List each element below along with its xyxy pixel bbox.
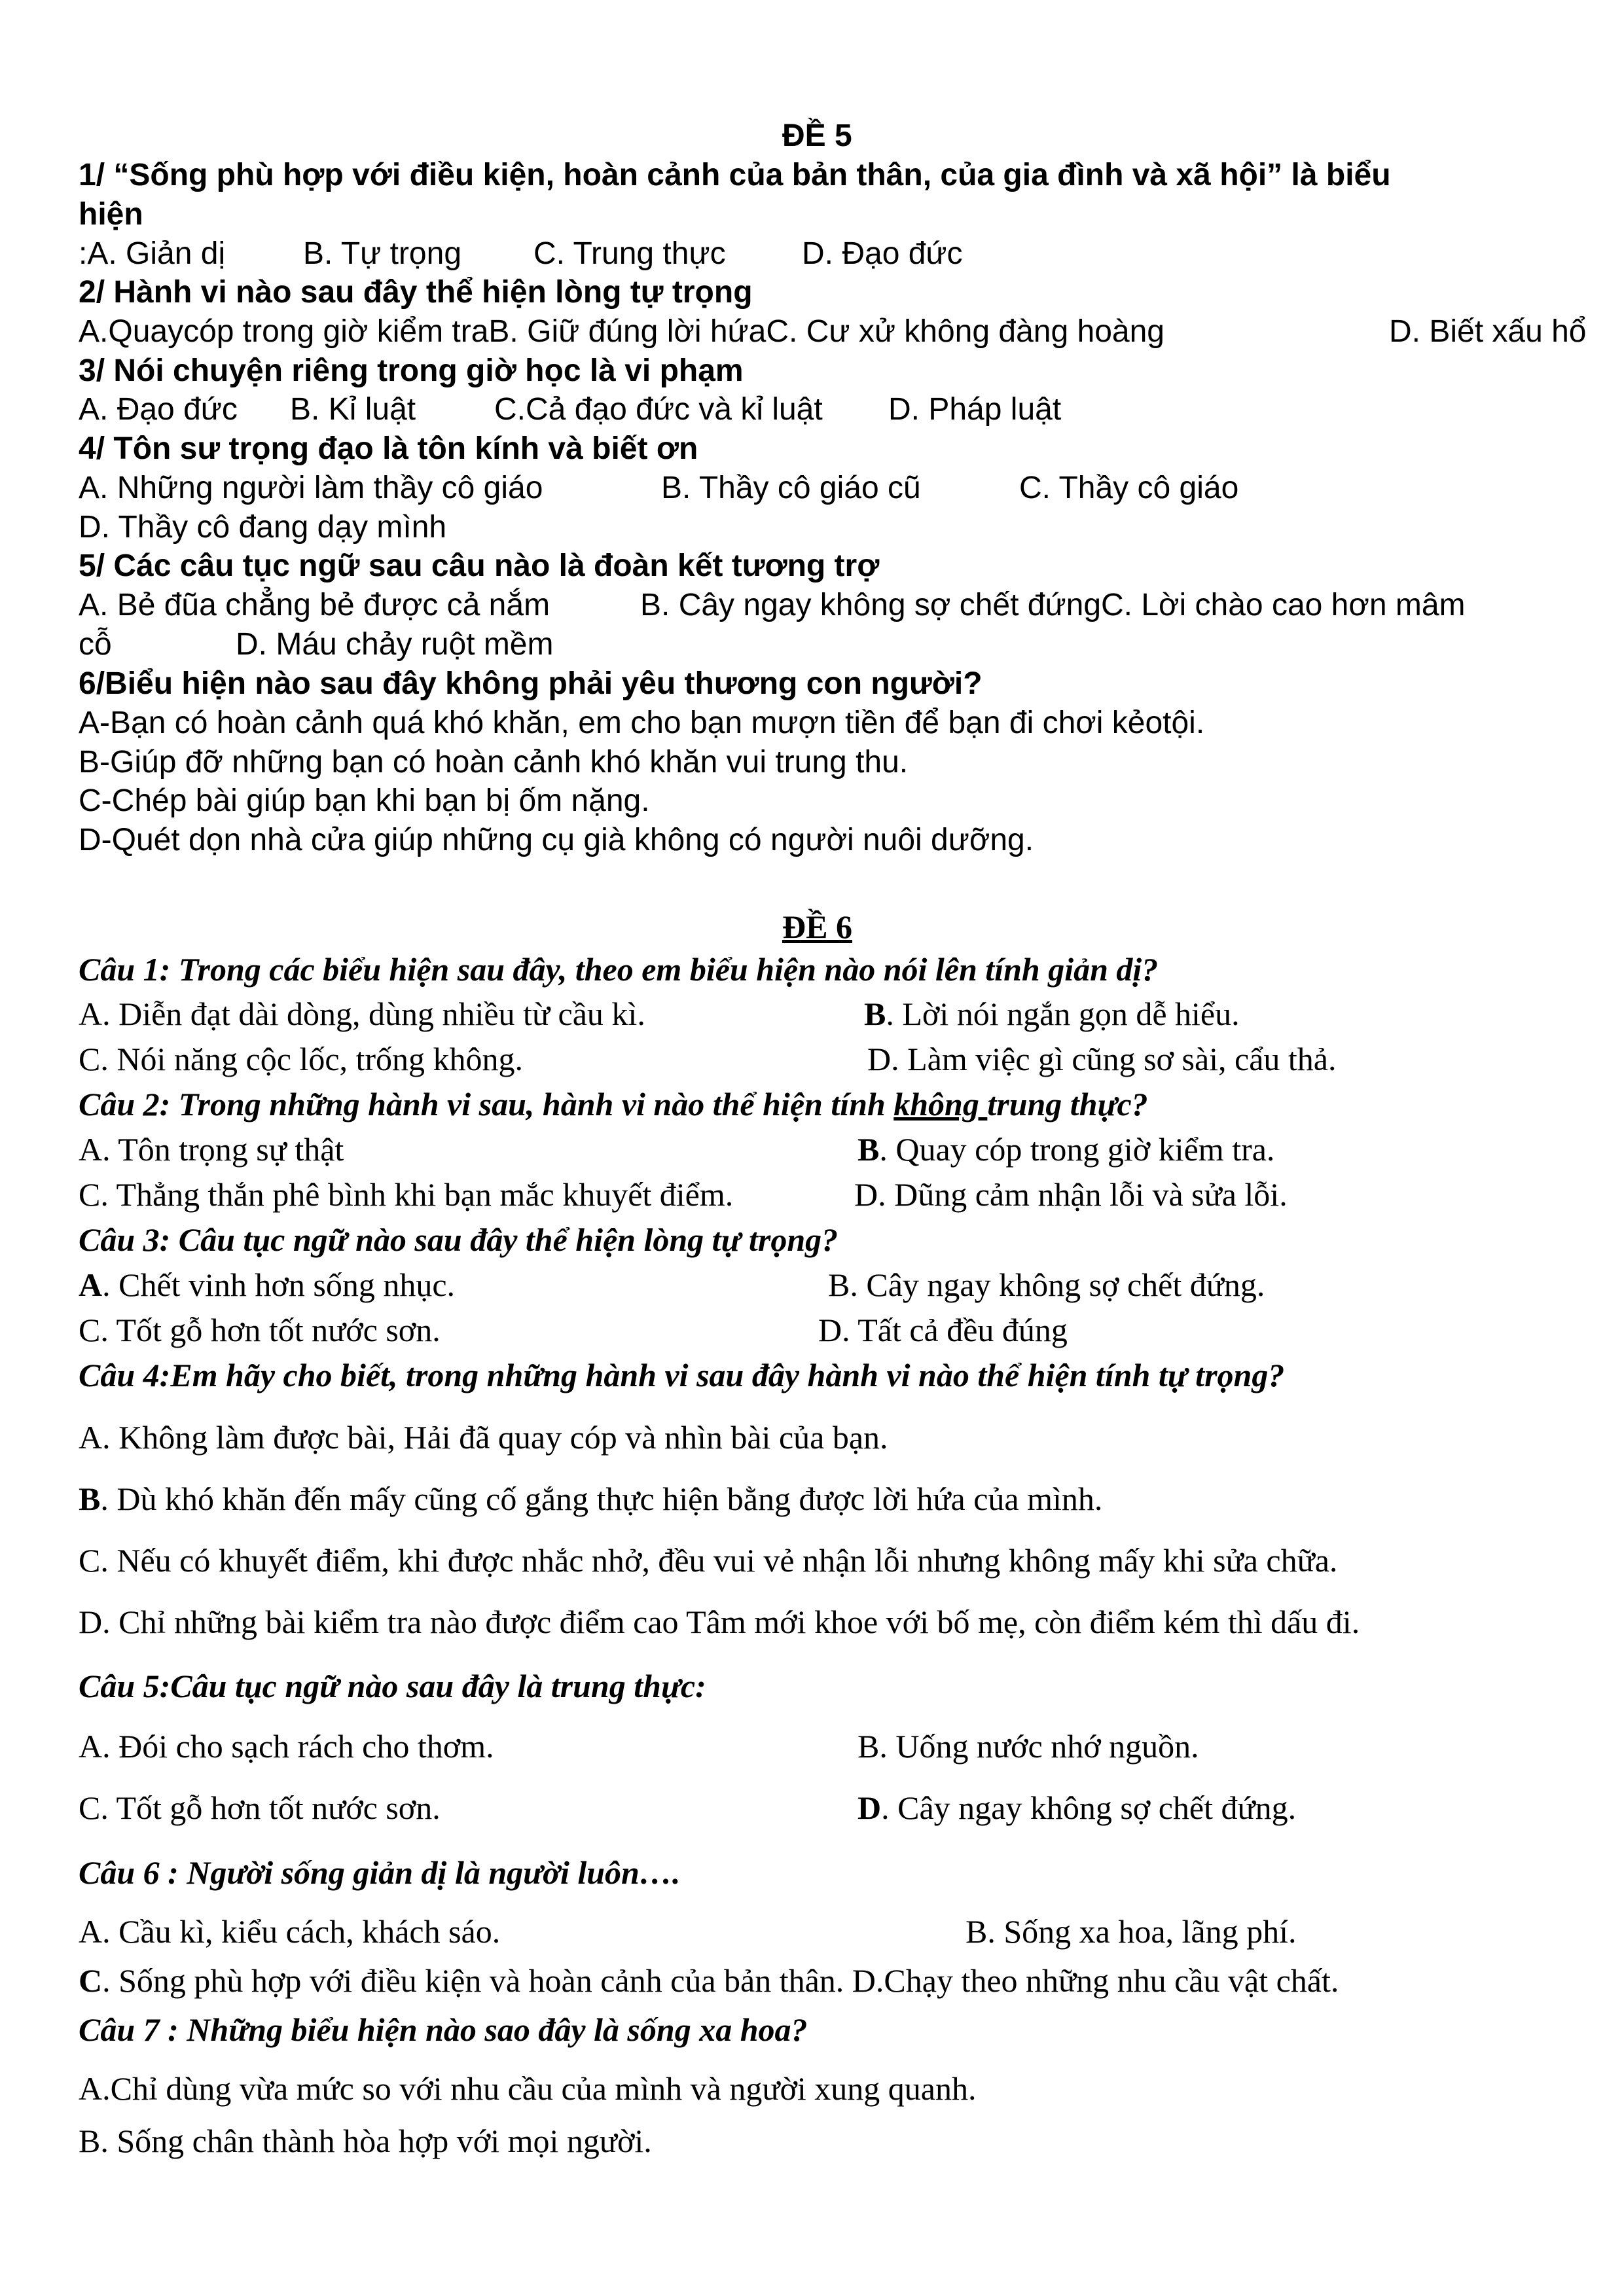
de6-c1-opt-b-letter: B bbox=[864, 996, 886, 1032]
de6-c5-opt-d bbox=[857, 1787, 1296, 1828]
de6-c2-opt-c: C. Thẳng thắn phê bình khi bạn mắc khuyết điểm. bbox=[79, 1176, 734, 1213]
de5-q3-opt-c: C.Cả đạo đức và kỉ luật bbox=[494, 392, 823, 427]
de6-c3-opt-c: C. Tốt gỗ hơn tốt nước sơn. bbox=[79, 1312, 441, 1348]
de6-c2-opt-a: A. Tôn trọng sự thật bbox=[79, 1131, 344, 1168]
de5-q6-opt-c: C-Chép bài giúp bạn khi bạn bị ốm nặng. bbox=[79, 783, 650, 818]
de5-q3-opt-d: D. Pháp luật bbox=[888, 392, 1062, 427]
de5-q5-opts-bc: B. Cây ngay không sợ chết đứngC. Lời chào cao hơn mâm bbox=[640, 588, 1466, 622]
de5-title: ĐỀ 5 bbox=[782, 118, 852, 153]
de6-title: ĐỀ 6 bbox=[782, 908, 852, 945]
de5-q6-opt-b: B-Giúp đỡ những bạn có hoàn cảnh khó khăn vui trung thu. bbox=[79, 745, 909, 780]
de5-q1-opt-b: B. Tự trọng bbox=[303, 236, 462, 271]
de5-q2: 2/ Hành vi nào sau đây thể hiện lòng tự trọng bbox=[79, 275, 753, 310]
de5-q2-opt-d: D. Biết xấu hổ bbox=[1389, 314, 1587, 349]
de6-c5-opt-d-letter: D bbox=[857, 1789, 882, 1826]
de6-c2-opt-d: D. Dũng cảm nhận lỗi và sửa lỗi. bbox=[854, 1176, 1288, 1213]
de5-q3-opt-a: A. Đạo đức bbox=[79, 392, 238, 427]
de6-c1-opt-d: D. Làm việc gì cũng sơ sài, cẩu thả. bbox=[867, 1041, 1337, 1077]
de6-c4-opt-a: A. Không làm được bài, Hải đã quay cóp và nhìn bài của bạn. bbox=[79, 1419, 888, 1456]
de6-c6: Câu 6 : Người sống giản dị là người luôn…. bbox=[79, 1854, 681, 1891]
de6-c3-opt-b: B. Cây ngay không sợ chết đứng. bbox=[828, 1266, 1265, 1303]
de6-c2-opt-b-letter: B bbox=[857, 1131, 880, 1168]
de5-q1-opt-c: C. Trung thực bbox=[533, 236, 726, 271]
de5-q5: 5/ Các câu tục ngữ sau câu nào là đoàn kết tương trợ bbox=[79, 548, 880, 583]
de6-c2-opt-b bbox=[857, 1129, 1274, 1170]
de6-c4-opt-b bbox=[79, 1479, 1102, 1519]
de5-q6-opt-d: D-Quét dọn nhà cửa giúp những cụ già không có người nuôi dưỡng. bbox=[79, 823, 1034, 857]
de5-q6: 6/Biểu hiện nào sau đây không phải yêu thương con người? bbox=[79, 666, 983, 701]
de6-c3: Câu 3: Câu tục ngữ nào sau đây thể hiện lòng tự trọng? bbox=[79, 1221, 839, 1258]
de6-c2-opt-b-text: . Quay cóp trong giờ kiểm tra. bbox=[879, 1131, 1275, 1168]
de6-c5-opt-c: C. Tốt gỗ hơn tốt nước sơn. bbox=[79, 1789, 441, 1826]
de5-q6-opt-a: A-Bạn có hoàn cảnh quá khó khăn, em cho bạn mượn tiền để bạn đi chơi kẻotội. bbox=[79, 706, 1205, 740]
de6-c5: Câu 5:Câu tục ngữ nào sau đây là trung thực: bbox=[79, 1668, 706, 1704]
de5-q4-opt-d: D. Thầy cô đang dạy mình bbox=[79, 510, 447, 545]
de6-c4-opt-b-text: . Dù khó khăn đến mấy cũng cố gắng thực hiện bằng được lời hứa của mình. bbox=[100, 1480, 1103, 1517]
de5-q4-opt-a: A. Những người làm thầy cô giáo bbox=[79, 471, 543, 505]
de6-c4-opt-b-letter: B bbox=[79, 1480, 101, 1517]
de6-c4: Câu 4:Em hãy cho biết, trong những hành vi sau đây hành vi nào thể hiện tính tự trọng? bbox=[79, 1357, 1285, 1393]
de5-q1-line2: hiện bbox=[79, 197, 143, 232]
de6-c1-opt-a: A. Diễn đạt dài dòng, dùng nhiều từ cầu kì. bbox=[79, 996, 645, 1032]
de6-c6-opt-b: B. Sống xa hoa, lãng phí. bbox=[965, 1913, 1297, 1950]
de6-c3-opt-a bbox=[79, 1265, 455, 1305]
de6-c7-opt-a: A.Chỉ dùng vừa mức so với nhu cầu của mình và người xung quanh. bbox=[79, 2070, 977, 2107]
de5-q3: 3/ Nói chuyện riêng trong giờ học là vi phạm bbox=[79, 353, 744, 388]
de6-c3-opt-a-text: . Chết vinh hơn sống nhục. bbox=[102, 1266, 456, 1303]
de6-c5-opt-a: A. Đói cho sạch rách cho thơm. bbox=[79, 1728, 494, 1765]
de6-c7: Câu 7 : Những biểu hiện nào sao đây là sống xa hoa? bbox=[79, 2011, 808, 2048]
de6-c6-opt-cd-text: . Sống phù hợp với điều kiện và hoàn cảnh của bản thân. D.Chạy theo những nhu cầu vật chất. bbox=[102, 1962, 1339, 1999]
de5-q5-opt-d: D. Máu chảy ruột mềm bbox=[236, 627, 554, 662]
de6-c3-opt-a-letter: A bbox=[79, 1266, 103, 1303]
de6-c1-opt-b-text: . Lời nói ngắn gọn dễ hiểu. bbox=[886, 996, 1240, 1032]
de5-q5-cont: cỗ bbox=[79, 627, 112, 662]
de6-c1-opt-b bbox=[864, 994, 1240, 1034]
de6-c6-opt-cd bbox=[79, 1960, 1339, 2001]
de5-q1-opt-d: D. Đạo đức bbox=[802, 236, 963, 271]
de6-c2-underlined: không bbox=[893, 1086, 988, 1122]
de6-c2-post: trung thực? bbox=[987, 1086, 1148, 1122]
de6-c1-opt-c: C. Nói năng cộc lốc, trống không. bbox=[79, 1041, 524, 1077]
de6-c4-opt-c: C. Nếu có khuyết điểm, khi được nhắc nhở, đều vui vẻ nhận lỗi nhưng không mấy khi sửa chữa. bbox=[79, 1542, 1338, 1579]
de5-q4-opt-c: C. Thầy cô giáo bbox=[1019, 471, 1239, 505]
de6-c3-opt-d: D. Tất cả đều đúng bbox=[818, 1312, 1068, 1348]
de5-q1-line1: 1/ “Sống phù hợp với điều kiện, hoàn cảnh của bản thân, của gia đình và xã hội” là biểu bbox=[79, 158, 1391, 192]
de6-c4-opt-d: D. Chỉ những bài kiểm tra nào được điểm cao Tâm mới khoe với bố mẹ, còn điểm kém thì dấu đi. bbox=[79, 1604, 1360, 1640]
de5-q4: 4/ Tôn sư trọng đạo là tôn kính và biết ơn bbox=[79, 431, 698, 466]
de6-c5-opt-b: B. Uống nước nhớ nguồn. bbox=[857, 1728, 1199, 1765]
de6-c2 bbox=[79, 1084, 1148, 1124]
de6-c7-opt-b: B. Sống chân thành hòa hợp với mọi người. bbox=[79, 2123, 652, 2159]
de5-q3-opt-b: B. Kỉ luật bbox=[290, 392, 416, 427]
de5-q1-opt-a: :A. Giản dị bbox=[79, 236, 226, 271]
de6-c5-opt-d-text: . Cây ngay không sợ chết đứng. bbox=[881, 1789, 1297, 1826]
de6-c6-opt-a: A. Cầu kì, kiểu cách, khách sáo. bbox=[79, 1913, 501, 1950]
de5-q2-opts-abc: A.Quaycóp trong giờ kiểm traB. Giữ đúng lời hứaC. Cư xử không đàng hoàng bbox=[79, 314, 1164, 349]
de6-c6-opt-c-letter: C bbox=[79, 1962, 103, 1999]
de6-c2-pre: Câu 2: Trong những hành vi sau, hành vi nào thể hiện tính bbox=[79, 1086, 894, 1122]
de5-q5-opt-a: A. Bẻ đũa chẳng bẻ được cả nắm bbox=[79, 588, 550, 622]
de5-q4-opt-b: B. Thầy cô giáo cũ bbox=[661, 471, 921, 505]
de6-c1: Câu 1: Trong các biểu hiện sau đây, theo em biểu hiện nào nói lên tính giản dị? bbox=[79, 951, 1159, 988]
